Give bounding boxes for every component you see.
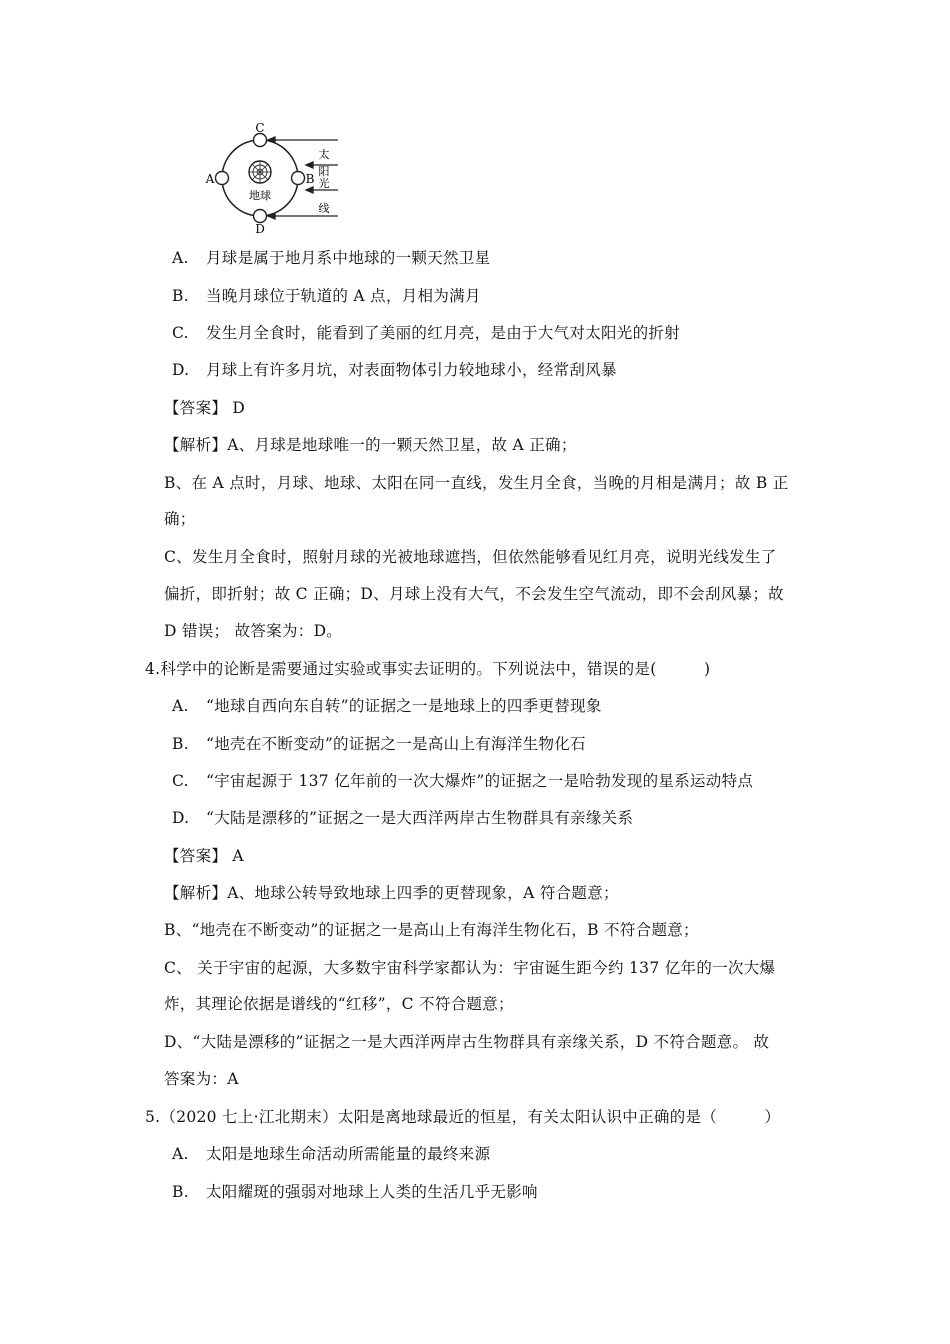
- moon-b: [292, 172, 305, 185]
- q3-analysis-line: C、发生月全食时，照射月球的光被地球遮挡，但依然能够看见红月亮，说明光线发生了: [164, 548, 777, 566]
- label-c: C: [255, 121, 265, 135]
- moon-orbit-diagram: [200, 120, 340, 235]
- q3-option-a: A. 月球是属于地月系中地球的一颗天然卫星: [172, 249, 491, 267]
- moon-d: [254, 210, 267, 223]
- sunlight-char-1: 太: [318, 148, 330, 161]
- earth-icon: [249, 161, 271, 183]
- q5-option-b: B. 太阳耀斑的强弱对地球上人类的生活几乎无影响: [172, 1183, 538, 1201]
- q3-analysis-line: 确；: [164, 510, 196, 528]
- q4-stem: 4.科学中的论断是需要通过实验或事实去证明的。下列说法中，错误的是( ): [145, 660, 711, 678]
- q4-analysis-line: C、 关于宇宙的起源，大多数宇宙科学家都认为：宇宙诞生距今约 137 亿年的一次大爆: [164, 959, 776, 977]
- q3-answer: 【答案】 D: [164, 399, 246, 417]
- label-b: B: [305, 172, 315, 186]
- label-a: A: [205, 172, 215, 186]
- moon-c: [254, 134, 267, 147]
- q3-analysis-line: D 错误； 故答案为：D。: [164, 622, 343, 640]
- q4-option-b: B. “地壳在不断变动”的证据之一是高山上有海洋生物化石: [172, 735, 586, 753]
- q4-option-c: C. “宇宙起源于 137 亿年前的一次大爆炸”的证据之一是哈勃发现的星系运动特点: [172, 772, 754, 790]
- sunlight-char-3: 光: [318, 177, 330, 190]
- moon-a: [216, 172, 229, 185]
- q3-analysis-line: B、在 A 点时，月球、地球、太阳在同一直线，发生月全食，当晚的月相是满月；故 B 正: [164, 474, 789, 492]
- q4-analysis-line: 答案为：A: [164, 1070, 239, 1088]
- q4-analysis-line: 【解析】A、地球公转导致地球上四季的更替现象，A 符合题意；: [164, 884, 619, 902]
- sunlight-char-4: 线: [318, 202, 330, 215]
- q3-option-d: D. 月球上有许多月坑，对表面物体引力较地球小，经常刮风暴: [172, 361, 617, 379]
- sunlight-char-2: 阳: [318, 165, 330, 178]
- q4-option-d: D. “大陆是漂移的”证据之一是大西洋两岸古生物群具有亲缘关系: [172, 809, 634, 827]
- q5-option-a: A. 太阳是地球生命活动所需能量的最终来源: [172, 1145, 491, 1163]
- q3-analysis-line: 【解析】A、月球是地球唯一的一颗天然卫星，故 A 正确；: [164, 436, 577, 454]
- q4-option-a: A. “地球自西向东自转”的证据之一是地球上的四季更替现象: [172, 697, 602, 715]
- q4-answer: 【答案】 A: [164, 847, 244, 865]
- earth-label: 地球: [249, 189, 271, 202]
- q4-analysis-line: D、“大陆是漂移的”证据之一是大西洋两岸古生物群具有亲缘关系，D 不符合题意。 故: [164, 1033, 770, 1051]
- q3-option-b: B. 当晚月球位于轨道的 A 点，月相为满月: [172, 287, 481, 305]
- q3-analysis-line: 偏折，即折射；故 C 正确；D、月球上没有大气，不会发生空气流动，即不会刮风暴；故: [164, 585, 784, 603]
- q4-analysis-line: B、“地壳在不断变动”的证据之一是高山上有海洋生物化石，B 不符合题意；: [164, 921, 699, 939]
- q5-stem: 5.（2020 七上·江北期末）太阳是离地球最近的恒星，有关太阳认识中正确的是（ ）: [145, 1108, 781, 1126]
- q4-analysis-line: 炸，其理论依据是谱线的“红移”，C 不符合题意；: [164, 995, 514, 1013]
- label-d: D: [255, 222, 265, 235]
- q3-option-c: C. 发生月全食时，能看到了美丽的红月亮，是由于大气对太阳光的折射: [172, 324, 681, 342]
